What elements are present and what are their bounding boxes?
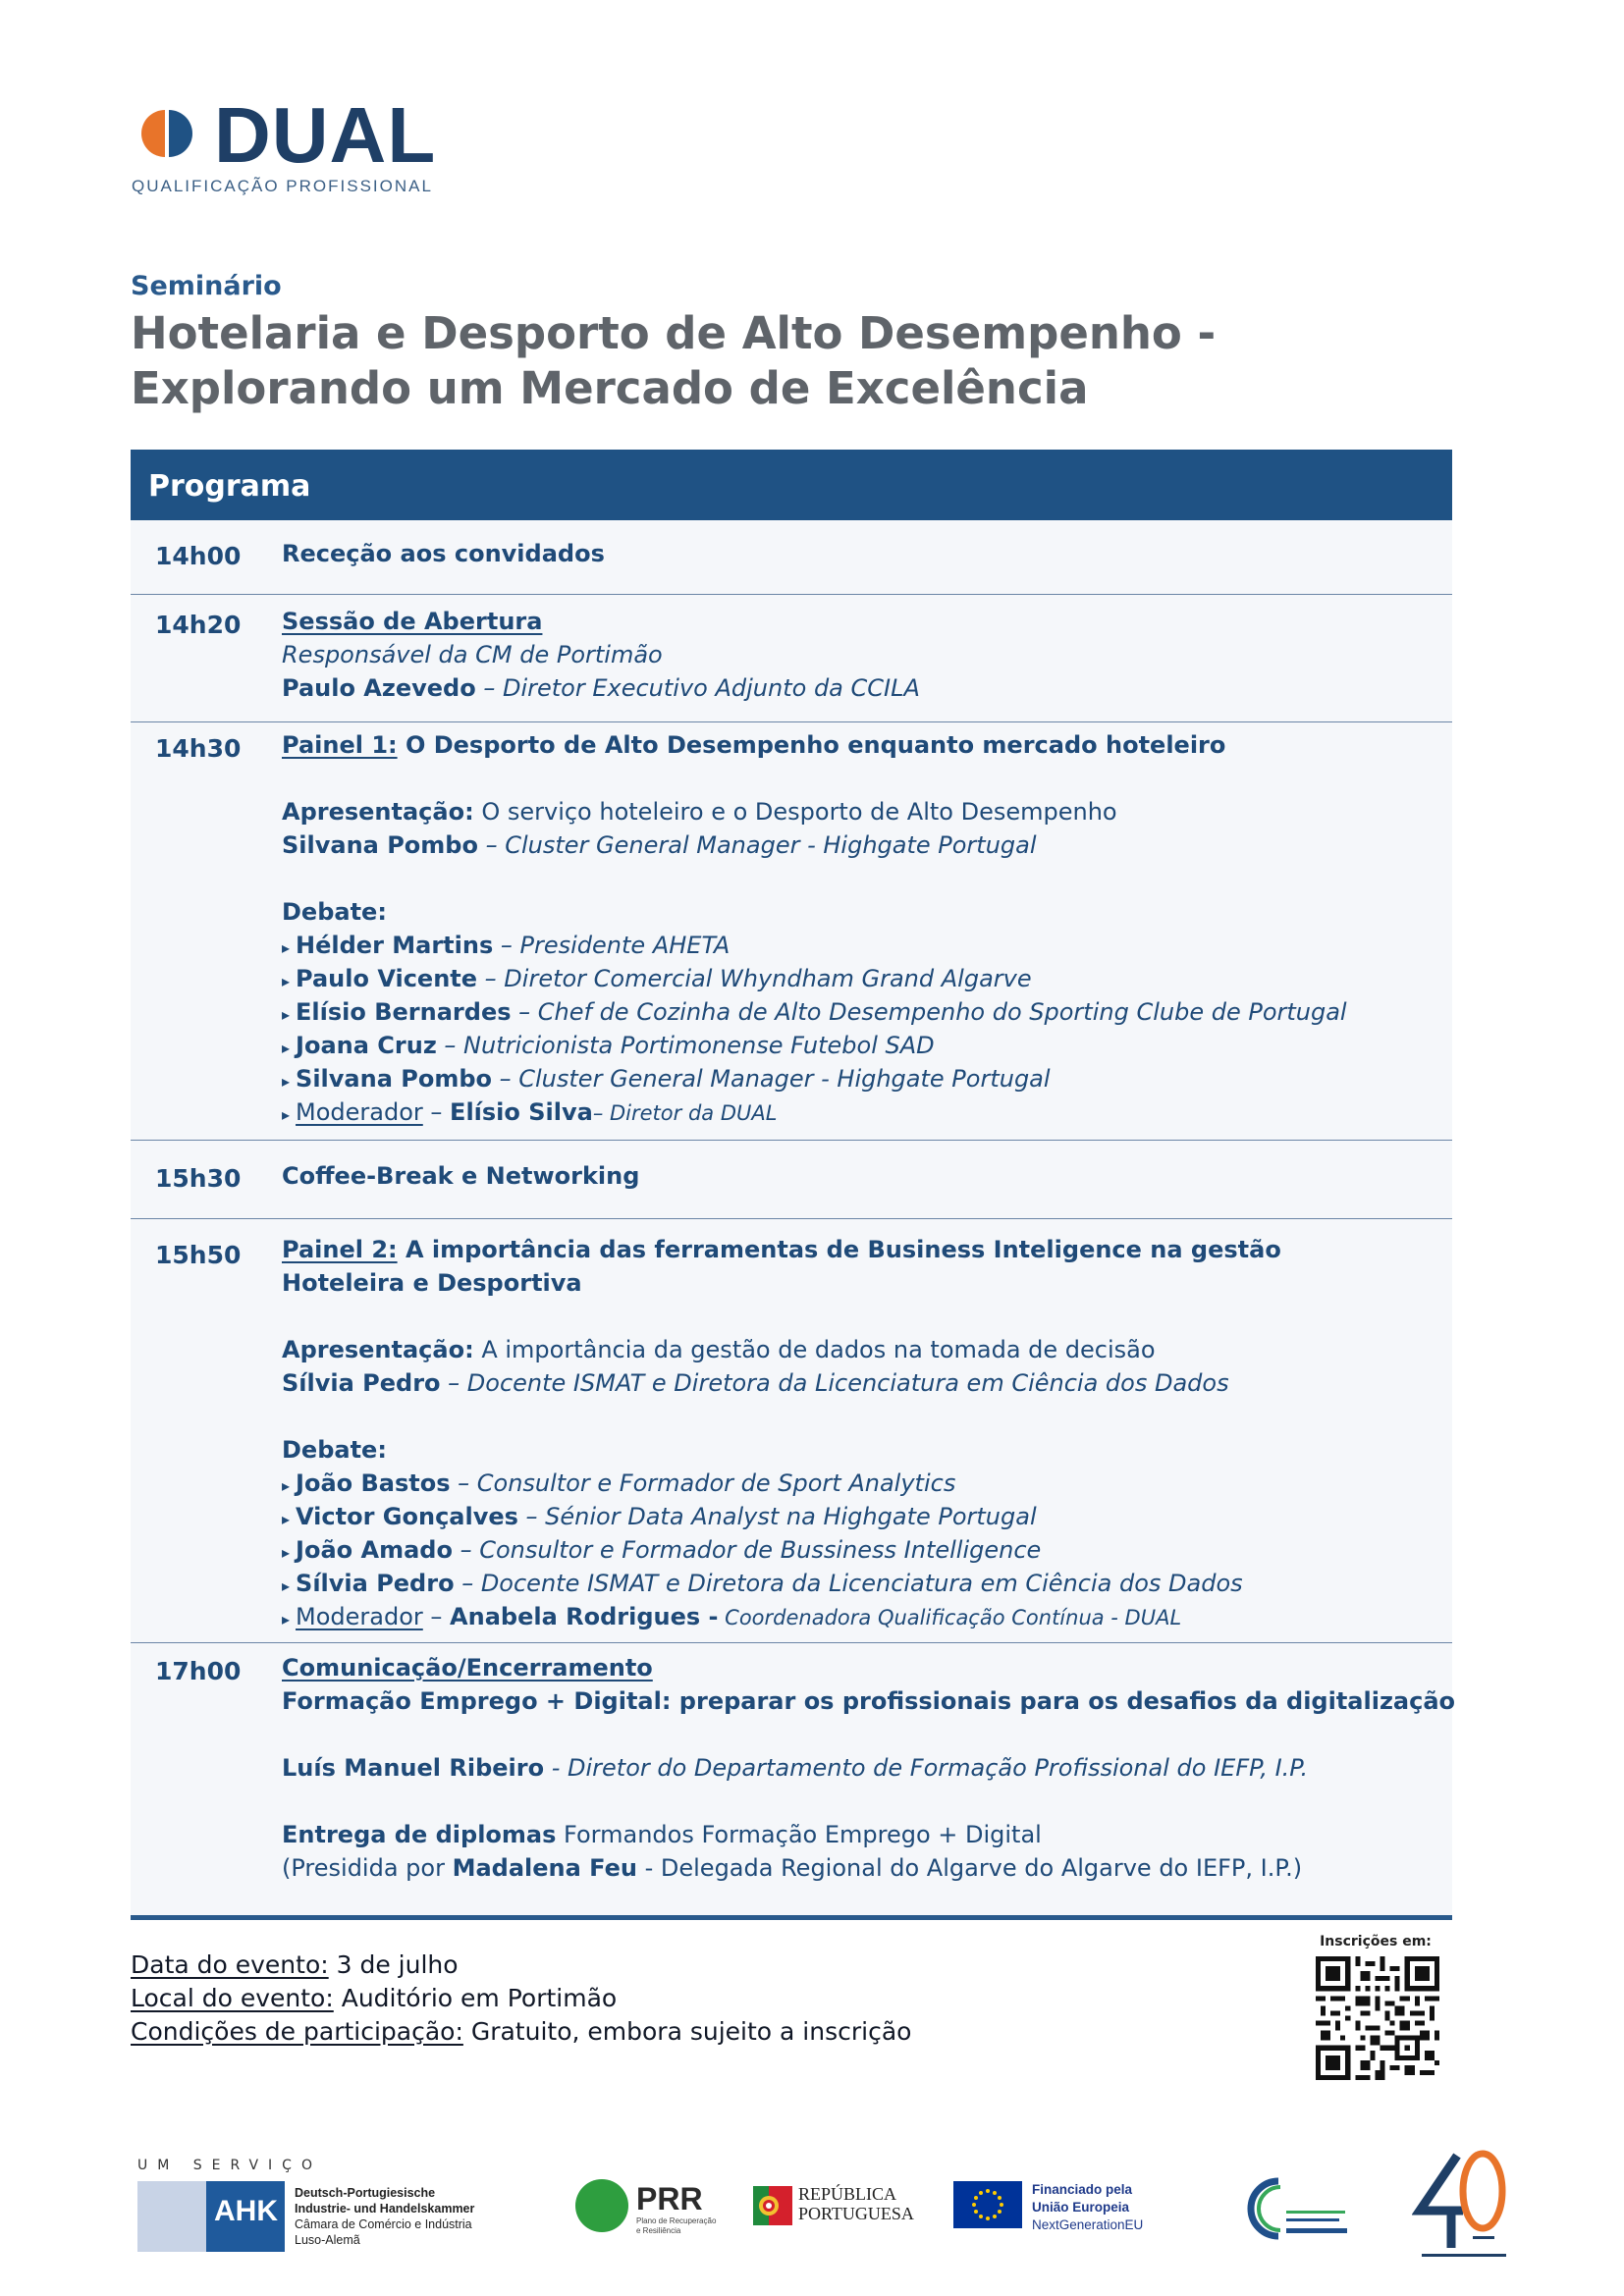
row-content bbox=[282, 1651, 1456, 1885]
speaker-role: – Diretor da DUAL bbox=[592, 1101, 778, 1125]
eu-line-3: NextGenerationEU bbox=[1032, 2217, 1144, 2232]
debate-label: Debate: bbox=[282, 898, 387, 926]
speaker-role: – Docente ISMAT e Diretora da Licenciatura em Ciência dos Dados bbox=[454, 1570, 1243, 1597]
speaker-role: – Sénior Data Analyst na Highgate Portugal bbox=[517, 1503, 1037, 1530]
speaker-name: Paulo Vicente bbox=[296, 965, 478, 992]
event-title bbox=[131, 306, 1216, 416]
ahk-line-2: Industrie- und Handelskammer bbox=[295, 2202, 475, 2216]
row-content bbox=[282, 537, 1440, 570]
session-speaker-1: Responsável da CM de Portimão bbox=[282, 641, 663, 668]
speaker-role: – Consultor e Formador de Sport Analytics bbox=[450, 1469, 956, 1497]
panel-title-continued: Hoteleira e Desportiva bbox=[282, 1269, 582, 1297]
debate-item bbox=[282, 995, 1440, 1029]
speaker-name: Anabela Rodrigues - bbox=[450, 1603, 719, 1630]
moderator-label: Moderador bbox=[296, 1098, 423, 1126]
speaker-name: João Amado bbox=[296, 1536, 453, 1564]
speaker-role: – Diretor Executivo Adjunto da CCILA bbox=[475, 674, 920, 702]
eu-flag-icon bbox=[953, 2181, 1022, 2228]
registration-qr-code-icon[interactable] bbox=[1316, 1956, 1439, 2080]
event-conditions-label: Condições de participação: bbox=[131, 2017, 463, 2046]
speaker-role: – Diretor Comercial Whyndham Grand Algarve bbox=[477, 965, 1032, 992]
speaker-name: Silvana Pombo bbox=[296, 1065, 492, 1093]
speaker-name: Elísio Bernardes bbox=[296, 998, 512, 1026]
bullet-icon: ▸ bbox=[282, 938, 291, 957]
speaker-name: Elísio Silva bbox=[450, 1098, 593, 1126]
40-anos-anniversary-logo-icon bbox=[1412, 2146, 1514, 2260]
rp-line-2: PORTUGUESA bbox=[798, 2204, 914, 2223]
debate-item bbox=[282, 1062, 1440, 1095]
program-row-1400 bbox=[131, 520, 1452, 595]
ahk-line-1: Deutsch-Portugiesische bbox=[295, 2186, 436, 2200]
ahk-logo bbox=[137, 2181, 285, 2252]
presenter-line bbox=[282, 828, 1440, 862]
presentation-line bbox=[282, 795, 1440, 828]
diplomas-text: Formandos Formação Emprego + Digital bbox=[556, 1821, 1042, 1848]
portugal-emblem-icon bbox=[753, 2180, 792, 2229]
row-title: Coffee-Break e Networking bbox=[282, 1162, 640, 1190]
moderator-sep: – bbox=[422, 1603, 451, 1630]
speaker-name: Victor Gonçalves bbox=[296, 1503, 518, 1530]
ahk-logo-text: AHK bbox=[214, 2195, 278, 2227]
program-header-label: Programa bbox=[148, 469, 311, 504]
row-content bbox=[282, 1233, 1440, 1633]
bullet-icon: ▸ bbox=[282, 1543, 291, 1562]
debate-item bbox=[282, 962, 1440, 995]
rp-line-1: REPÚBLICA bbox=[798, 2184, 897, 2204]
moderator-item bbox=[282, 1095, 1440, 1129]
speaker-role: – Docente ISMAT e Diretora da Licenciatura em Ciência dos Dados bbox=[440, 1369, 1229, 1397]
row-content bbox=[282, 728, 1440, 1129]
program-table bbox=[131, 520, 1456, 1920]
bullet-icon: ▸ bbox=[282, 1105, 291, 1124]
speaker-role: – Consultor e Formador de Bussiness Intelligence bbox=[452, 1536, 1042, 1564]
eu-line-1: Financiado pela bbox=[1032, 2182, 1133, 2197]
bullet-icon: ▸ bbox=[282, 1072, 291, 1091]
bullet-icon: ▸ bbox=[282, 1039, 291, 1057]
event-date-value: 3 de julho bbox=[328, 1950, 459, 1979]
prr-subtitle bbox=[636, 2216, 734, 2236]
debate-item bbox=[282, 1567, 1440, 1600]
event-title-line-2: Explorando um Mercado de Excelência bbox=[131, 362, 1089, 414]
event-location-label: Local do evento: bbox=[131, 1984, 334, 2012]
republica-portuguesa-text bbox=[798, 2184, 914, 2223]
debate-item bbox=[282, 1029, 1440, 1062]
session-subtitle: Formação Emprego + Digital: preparar os profissionais para os desafios da digitalização bbox=[282, 1687, 1456, 1715]
speaker-role: - Diretor do Departamento de Formação Profissional do IEFP, I.P. bbox=[544, 1754, 1309, 1782]
speaker-name: Silvana Pombo bbox=[282, 831, 478, 859]
service-label: UM SERVIÇO bbox=[137, 2158, 322, 2173]
presided-suffix: - Delegada Regional do Algarve do Algarve do IEFP, I.P.) bbox=[636, 1854, 1303, 1882]
presided-line bbox=[282, 1851, 1440, 1885]
event-conditions bbox=[131, 2015, 911, 2049]
event-title-line-1: Hotelaria e Desporto de Alto Desempenho - bbox=[131, 307, 1217, 359]
speaker-role: – Cluster General Manager - Highgate Portugal bbox=[477, 831, 1037, 859]
event-location-value: Auditório em Portimão bbox=[333, 1984, 618, 2012]
row-time: 14h00 bbox=[155, 542, 242, 570]
ahk-name bbox=[295, 2185, 511, 2248]
row-time: 15h50 bbox=[155, 1241, 242, 1269]
bullet-icon: ▸ bbox=[282, 1510, 291, 1528]
debate-item bbox=[282, 929, 1440, 962]
prr-emblem-icon bbox=[575, 2179, 628, 2232]
program-row-1550 bbox=[131, 1219, 1452, 1643]
program-row-1530 bbox=[131, 1141, 1452, 1219]
speaker-name: Sílvia Pedro bbox=[282, 1369, 441, 1397]
entidade-certificada-logo-icon bbox=[1243, 2173, 1351, 2244]
moderator-label: Moderador bbox=[296, 1603, 423, 1630]
dual-logo-mark-icon bbox=[130, 108, 200, 159]
ahk-line-3: Câmara de Comércio e Indústria bbox=[295, 2217, 472, 2231]
event-conditions-value: Gratuito, embora sujeito a inscrição bbox=[462, 2017, 912, 2046]
debate-label: Debate: bbox=[282, 1436, 387, 1464]
session-title: Comunicação/Encerramento bbox=[282, 1654, 653, 1682]
presentation-text: A importância da gestão de dados na tomada de decisão bbox=[473, 1336, 1156, 1363]
qr-label: Inscrições em: bbox=[1320, 1934, 1432, 1949]
event-type: Seminário bbox=[131, 271, 282, 301]
panel-name: A importância das ferramentas de Business Inteligence na gestão bbox=[397, 1236, 1281, 1263]
speaker-role: – Chef de Cozinha de Alto Desempenho do Sporting Clube de Portugal bbox=[511, 998, 1347, 1026]
speaker-name: Joana Cruz bbox=[296, 1032, 437, 1059]
prr-wordmark: PRR bbox=[636, 2181, 703, 2216]
speaker-name: João Bastos bbox=[296, 1469, 451, 1497]
panel-name: O Desporto de Alto Desempenho enquanto mercado hoteleiro bbox=[397, 731, 1226, 759]
speaker-name: Sílvia Pedro bbox=[296, 1570, 455, 1597]
panel-title bbox=[282, 728, 1440, 762]
presentation-label: Apresentação: bbox=[282, 1336, 474, 1363]
session-speaker-2 bbox=[282, 671, 1440, 705]
panel-title bbox=[282, 1233, 1440, 1266]
bullet-icon: ▸ bbox=[282, 1576, 291, 1595]
event-date bbox=[131, 1949, 911, 1982]
presenter-line bbox=[282, 1366, 1440, 1400]
ahk-logo-box bbox=[206, 2181, 285, 2252]
moderator-item bbox=[282, 1600, 1440, 1633]
logo-wordmark: DUAL bbox=[214, 91, 437, 179]
speaker-name: Paulo Azevedo bbox=[282, 674, 476, 702]
prr-sub-line-2: e Resiliência bbox=[636, 2226, 681, 2235]
row-title: Receção aos convidados bbox=[282, 540, 605, 567]
presided-prefix: (Presidida por bbox=[282, 1854, 453, 1882]
presentation-line bbox=[282, 1333, 1440, 1366]
presentation-label: Apresentação: bbox=[282, 798, 474, 826]
program-header bbox=[131, 450, 1452, 520]
bullet-icon: ▸ bbox=[282, 1610, 291, 1629]
session-title: Sessão de Abertura bbox=[282, 608, 543, 635]
eu-line-2: União Europeia bbox=[1032, 2200, 1130, 2215]
bullet-icon: ▸ bbox=[282, 1476, 291, 1495]
speaker-role: – Nutricionista Portimonense Futebol SAD bbox=[436, 1032, 935, 1059]
panel-label: Painel 1: bbox=[282, 731, 398, 759]
diplomas-line bbox=[282, 1818, 1440, 1851]
event-info bbox=[131, 1949, 911, 2049]
speaker-line bbox=[282, 1751, 1440, 1785]
speaker-name: Hélder Martins bbox=[296, 932, 494, 959]
row-time: 17h00 bbox=[155, 1657, 242, 1685]
event-date-label: Data do evento: bbox=[131, 1950, 329, 1979]
program-row-1430 bbox=[131, 722, 1452, 1141]
speaker-role: – Cluster General Manager - Highgate Portugal bbox=[492, 1065, 1051, 1093]
program-row-1420 bbox=[131, 595, 1452, 722]
program-row-1700 bbox=[131, 1643, 1456, 1920]
prr-sub-line-1: Plano de Recuperação bbox=[636, 2216, 717, 2225]
event-location bbox=[131, 1982, 911, 2015]
debate-item bbox=[282, 1467, 1440, 1500]
row-content bbox=[282, 605, 1440, 705]
bullet-icon: ▸ bbox=[282, 1005, 291, 1024]
presentation-text: O serviço hoteleiro e o Desporto de Alto Desempenho bbox=[473, 798, 1117, 826]
speaker-role: Coordenadora Qualificação Contínua - DUAL bbox=[718, 1606, 1182, 1629]
speaker-role: – Presidente AHETA bbox=[493, 932, 731, 959]
panel-label: Painel 2: bbox=[282, 1236, 398, 1263]
speaker-name: Madalena Feu bbox=[452, 1854, 637, 1882]
bullet-icon: ▸ bbox=[282, 972, 291, 990]
debate-item bbox=[282, 1533, 1440, 1567]
logo-tagline: QUALIFICAÇÃO PROFISSIONAL bbox=[132, 177, 433, 195]
eu-funding-text bbox=[1032, 2181, 1143, 2234]
ahk-line-4: Luso-Alemã bbox=[295, 2233, 360, 2247]
row-time: 14h20 bbox=[155, 611, 242, 639]
debate-item bbox=[282, 1500, 1440, 1533]
row-time: 14h30 bbox=[155, 734, 242, 763]
row-content bbox=[282, 1159, 1440, 1193]
row-time: 15h30 bbox=[155, 1164, 242, 1193]
diplomas-label: Entrega de diplomas bbox=[282, 1821, 557, 1848]
speaker-name: Luís Manuel Ribeiro bbox=[282, 1754, 545, 1782]
moderator-sep: – bbox=[422, 1098, 451, 1126]
